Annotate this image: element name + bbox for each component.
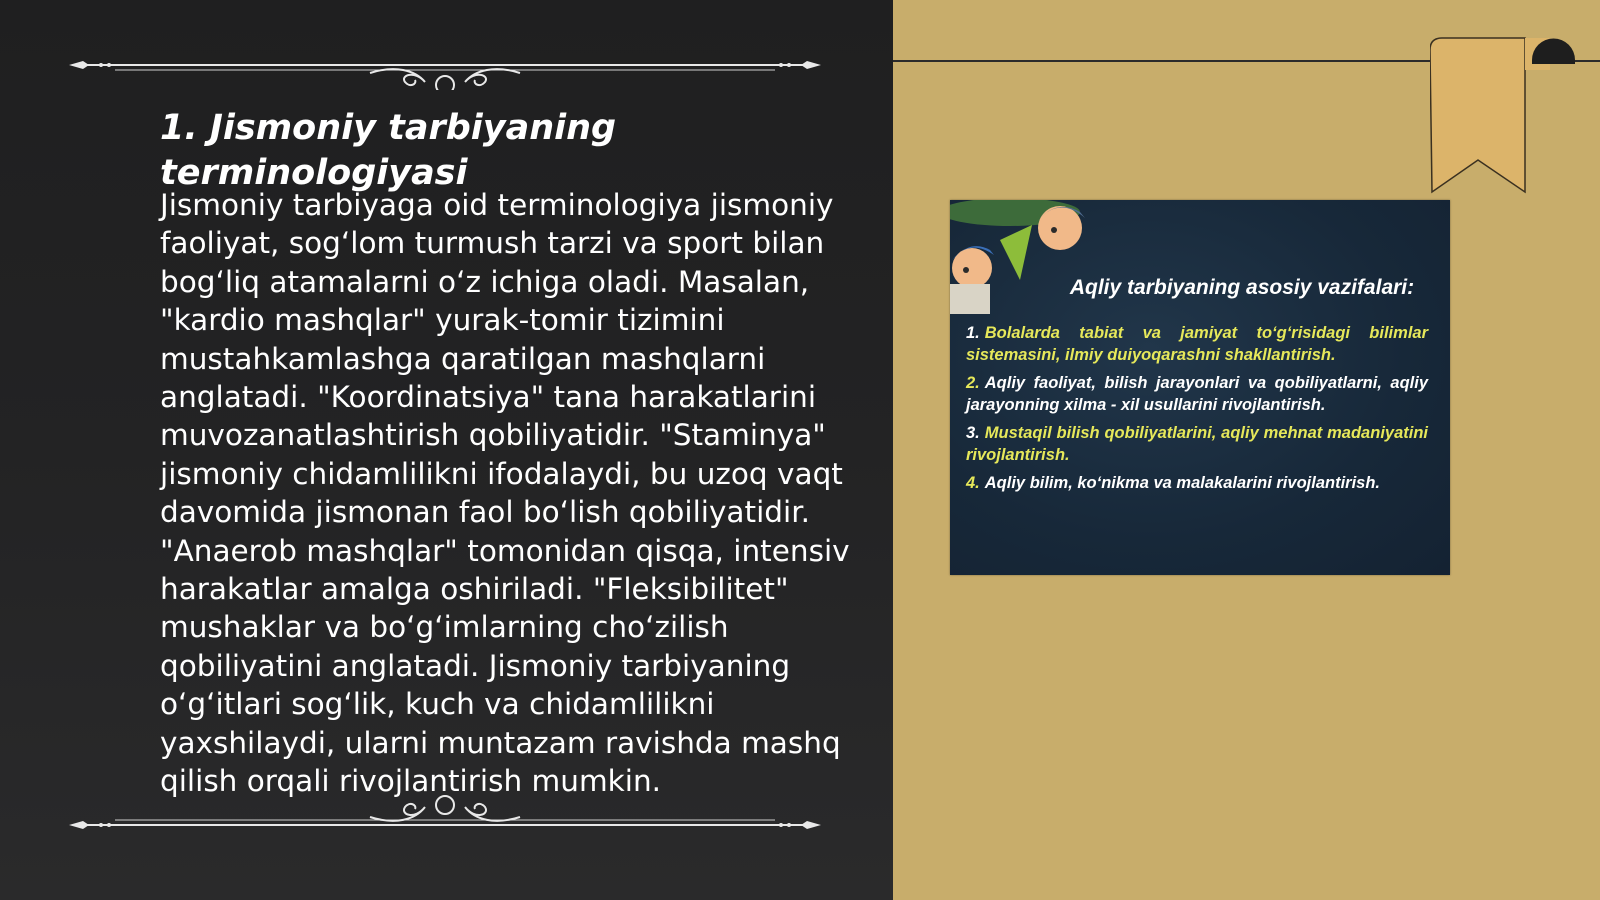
ornamental-divider-bottom [65, 785, 825, 835]
task-text: Bolalarda tabiat va jamiyat to‘g‘risidagi bilimlar sistemasini, ilmiy duiyoqarashni shakllantirish. [966, 324, 1428, 364]
task-number: 1. [966, 324, 980, 342]
cartoon-children [950, 200, 1110, 320]
task-item-2 [966, 372, 1428, 416]
section-title: 1. Jismoniy tarbiyaning terminologiyasi [160, 108, 617, 193]
section-body-text: Jismoniy tarbiyaga oid terminologiya jismoniy faoliyat, sog‘lom turmush tarzi va sport bilan bog‘liq atamalarni o‘z ichiga oladi. Masalan, "kardio mashqlar" yurak-tomir tizimini mustahkamlashga qaratilgan mashqlarni anglatadi. "Koordinatsiya" tana harakatlarini muvozanatlashtirish qobiliyatidir. "Staminya" jismoniy chidamlilikni ifodalaydi, bu uzoq vaqt davomida jismonan faol bo‘lish qobiliyatidir. "Anaerob mashqlar" tomonidan qisqa, intensiv harakatlar amalga oshiriladi. "Fleksibilitet" mushaklar va bo‘g‘imlarning cho‘zilish qobiliyatini anglatadi. Jismoniy tarbiyaning o‘g‘itlari sog‘lik, kuch va chidamlilikni yaxshilaydi, ularni muntazam ravishda mashq qilish orqali rivojlantirish mumkin. [160, 188, 850, 799]
task-text: Aqliy faoliyat, bilish jarayonlari va qobiliyatlarni, aqliy jarayonning xilma - xil usullarini rivojlantirish. [966, 374, 1428, 414]
task-number: 4. [966, 474, 980, 492]
ornamental-divider-top [65, 40, 825, 90]
task-item-3 [966, 422, 1428, 466]
task-number: 2. [966, 374, 980, 392]
tasks-slide-image [950, 200, 1450, 575]
task-text: Aqliy bilim, ko‘nikma va malakalarini rivojlantirish. [984, 474, 1380, 492]
image-title: Aqliy tarbiyaning asosiy vazifalari: [1069, 276, 1415, 299]
task-number: 3. [966, 424, 980, 442]
task-item-1 [966, 322, 1428, 366]
task-item-4 [966, 472, 1428, 494]
task-text: Mustaqil bilish qobiliyatlarini, aqliy mehnat madaniyatini rivojlantirish. [966, 424, 1428, 464]
bookmark-ribbon [1430, 30, 1580, 200]
